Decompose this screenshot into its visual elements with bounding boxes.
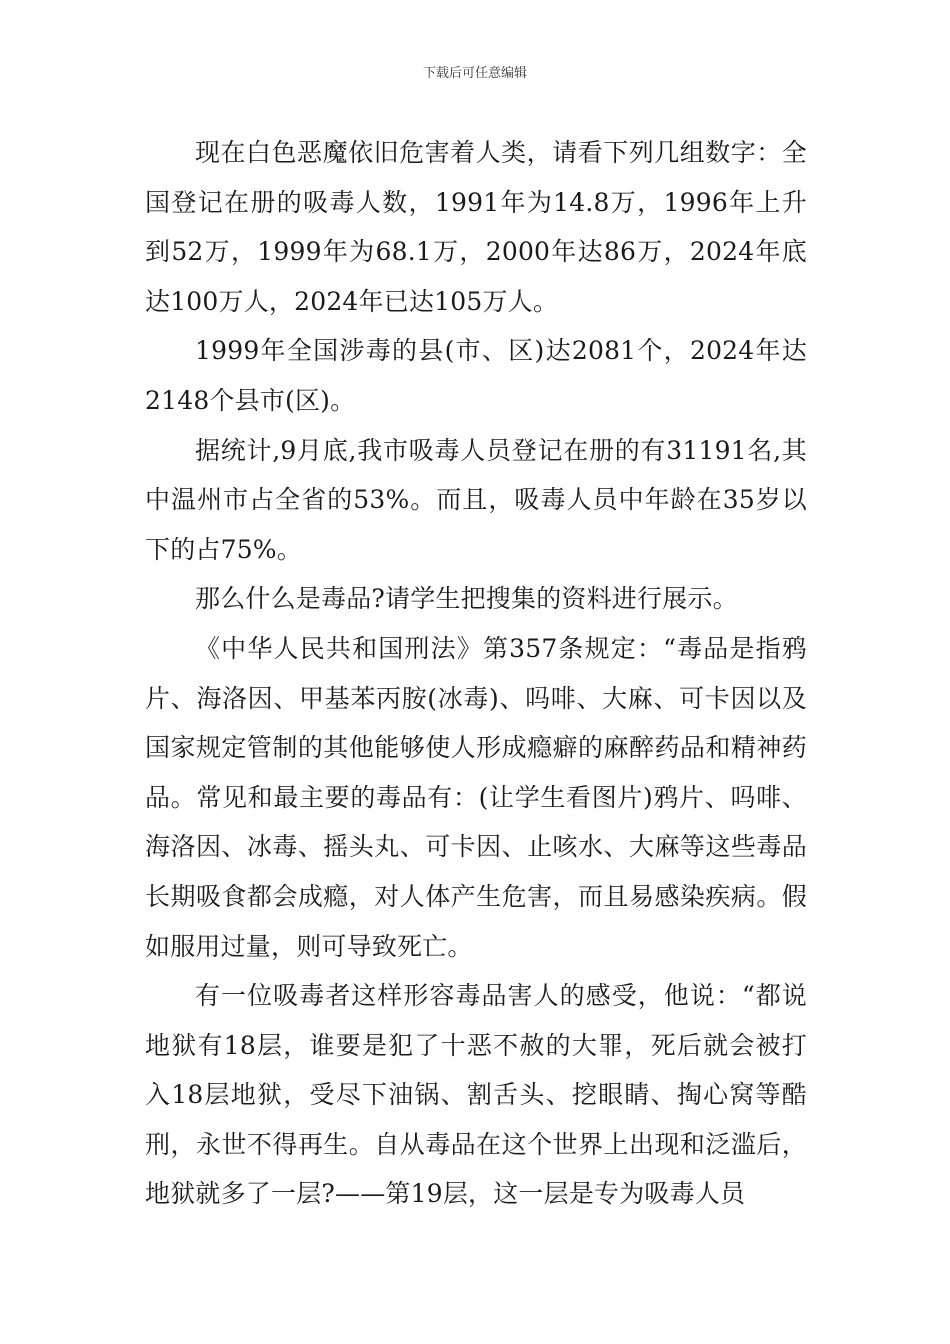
page-header: 下载后可任意编辑 bbox=[422, 66, 527, 81]
paragraph-what-is-drug: 那么什么是毒品?请学生把搜集的资料进行展示。 bbox=[195, 584, 738, 614]
paragraph-city-statistics: 据统计,9月底,我市吸毒人员登记在册的有31191名,其中温州市占全省的53%。而且，吸毒人员中年龄在35岁以下的占75%。 bbox=[145, 435, 807, 564]
document-body bbox=[145, 128, 807, 1219]
paragraph-addict-quote: 有一位吸毒者这样形容毒品害人的感受，他说：“都说地狱有18层，谁要是犯了十恶不赦的大罪，死后就会被打入18层地狱，受尽下油锅、割舌头、挖眼睛、掏心窝等酷刑，永世不得再生。自从毒品在这个世界上出现和泛滥后，地狱就多了一层?——第19层，这一层是专为吸毒人员 bbox=[145, 981, 807, 1209]
paragraph-county-statistics: 1999年全国涉毒的县(市、区)达2081个，2024年达2148个县市(区)。 bbox=[145, 336, 807, 415]
paragraph-criminal-law-definition: 《中华人民共和国刑法》第357条规定：“毒品是指鸦片、海洛因、甲基苯丙胺(冰毒)、吗啡、大麻、可卡因以及国家规定管制的其他能够使人形成瘾癖的麻醉药品和精神药品。常见和最主要的毒品有：(让学生看图片)鸦片、吗啡、海洛因、冰毒、摇头丸、可卡因、止咳水、大麻等这些毒品长期吸食都会成瘾，对人体产生危害，而且易感染疾病。假如服用过量，则可导致死亡。 bbox=[145, 633, 807, 961]
paragraph-drug-statistics: 现在白色恶魔依旧危害着人类，请看下列几组数字：全国登记在册的吸毒人数，1991年为14.8万，1996年上升到52万，1999年为68.1万，2000年达86万，2024年底达100万人，2024年已达105万人。 bbox=[145, 138, 807, 316]
